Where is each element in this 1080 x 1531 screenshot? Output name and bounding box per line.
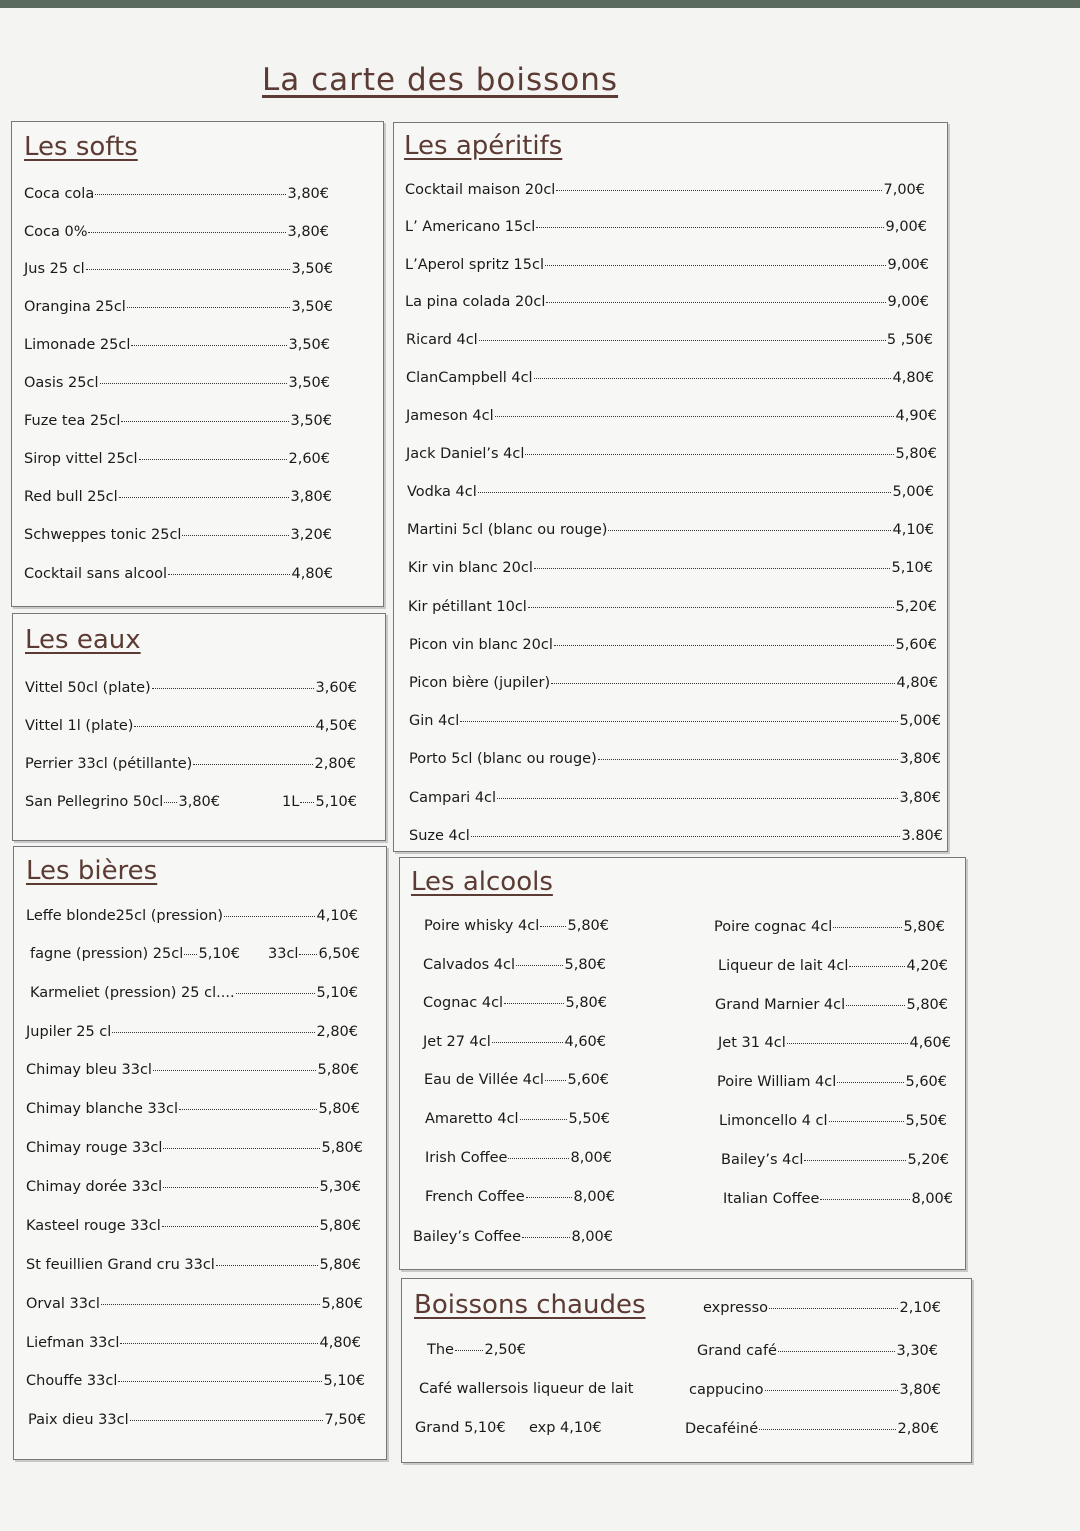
menu-item: Gin 4cl 5,00€ <box>409 713 941 729</box>
menu-item: Amaretto 4cl 5,50€ <box>425 1111 610 1127</box>
menu-item: Vittel 50cl (plate) 3,60€ <box>25 680 357 696</box>
menu-item: La pina colada 20cl 9,00€ <box>405 294 929 310</box>
menu-item: Red bull 25cl 3,80€ <box>24 489 332 505</box>
menu-item: Chimay blanche 33cl 5,80€ <box>26 1101 360 1117</box>
menu-item: Ricard 4cl 5 ,50€ <box>406 332 933 348</box>
menu-item: Chouffe 33cl 5,10€ <box>26 1373 365 1389</box>
menu-item: Kasteel rouge 33cl 5,80€ <box>26 1218 361 1234</box>
menu-item: Chimay dorée 33cl 5,30€ <box>26 1179 361 1195</box>
menu-item: Coca 0% 3,80€ <box>24 224 329 240</box>
eaux-heading: Les eaux <box>25 625 141 655</box>
menu-item: San Pellegrino 50cl 3,80€ <box>25 794 220 810</box>
menu-item: Jack Daniel’s 4cl 5,80€ <box>406 446 937 462</box>
menu-item: Kir pétillant 10cl 5,20€ <box>408 599 937 615</box>
menu-item: Vodka 4cl 5,00€ <box>407 484 934 500</box>
menu-item: Karmeliet (pression) 25 cl.... 5,10€ <box>30 985 358 1001</box>
menu-item: Schweppes tonic 25cl 3,20€ <box>24 527 332 543</box>
menu-item: cappucino 3,80€ <box>689 1382 941 1398</box>
menu-item: Paix dieu 33cl 7,50€ <box>28 1412 366 1428</box>
menu-item: St feuillien Grand cru 33cl 5,80€ <box>26 1257 361 1273</box>
softs-heading: Les softs <box>24 132 138 162</box>
menu-item: Suze 4cl 3.80€ <box>409 828 943 844</box>
menu-item: Jet 31 4cl 4,60€ <box>718 1035 951 1051</box>
menu-item: Grand Marnier 4cl 5,80€ <box>715 997 948 1013</box>
menu-item: French Coffee 8,00€ <box>425 1189 615 1205</box>
menu-item: Martini 5cl (blanc ou rouge) 4,10€ <box>407 522 934 538</box>
menu-item: Picon bière (jupiler) 4,80€ <box>409 675 938 691</box>
menu-item: fagne (pression) 25cl 5,10€ <box>30 946 240 962</box>
menu-item: Bailey’s 4cl 5,20€ <box>721 1152 949 1168</box>
menu-item: Cocktail sans alcool 4,80€ <box>24 566 333 582</box>
aperitifs-heading: Les apéritifs <box>404 131 563 161</box>
alcools-heading: Les alcools <box>411 867 553 897</box>
page-title: La carte des boissons <box>262 62 619 98</box>
menu-item: Poire whisky 4cl 5,80€ <box>424 918 609 934</box>
menu-item: Italian Coffee 8,00€ <box>723 1191 953 1207</box>
menu-item: expresso 2,10€ <box>703 1300 941 1316</box>
menu-item: 33cl 6,50€ <box>268 946 360 962</box>
menu-item: Orval 33cl 5,80€ <box>26 1296 363 1312</box>
menu-item: Liefman 33cl 4,80€ <box>26 1335 361 1351</box>
menu-item: Sirop vittel 25cl 2,60€ <box>24 451 330 467</box>
menu-item: Campari 4cl 3,80€ <box>409 790 941 806</box>
menu-item: Irish Coffee 8,00€ <box>425 1150 612 1166</box>
menu-item: Jus 25 cl 3,50€ <box>24 261 333 277</box>
menu-item: The 2,50€ <box>427 1342 526 1358</box>
chaudes-heading: Boissons chaudes <box>414 1290 646 1320</box>
menu-item: L’ Americano 15cl 9,00€ <box>405 219 927 235</box>
menu-item: Bailey’s Coffee 8,00€ <box>413 1229 613 1245</box>
menu-item: Jameson 4cl 4,90€ <box>406 408 937 424</box>
menu-item: Jupiler 25 cl 2,80€ <box>26 1024 358 1040</box>
menu-item: ClanCampbell 4cl 4,80€ <box>406 370 934 386</box>
menu-item: Grand café 3,30€ <box>697 1343 938 1359</box>
cafe-wallersois-grand: Grand 5,10€ <box>415 1420 506 1436</box>
menu-item: Limoncello 4 cl 5,50€ <box>719 1113 947 1129</box>
menu-item: Chimay bleu 33cl 5,80€ <box>26 1062 359 1078</box>
menu-item: Poire William 4cl 5,60€ <box>717 1074 947 1090</box>
menu-item: Kir vin blanc 20cl 5,10€ <box>408 560 933 576</box>
menu-item: Orangina 25cl 3,50€ <box>24 299 333 315</box>
menu-item: Cognac 4cl 5,80€ <box>423 995 607 1011</box>
menu-item: Picon vin blanc 20cl 5,60€ <box>409 637 937 653</box>
menu-item: Limonade 25cl 3,50€ <box>24 337 330 353</box>
menu-item: Cocktail maison 20cl 7,00€ <box>405 182 925 198</box>
menu-item: L’Aperol spritz 15cl 9,00€ <box>405 257 929 273</box>
cafe-wallersois-exp: exp 4,10€ <box>529 1420 602 1436</box>
menu-item: Oasis 25cl 3,50€ <box>24 375 330 391</box>
menu-item: Calvados 4cl 5,80€ <box>423 957 606 973</box>
menu-item: Coca cola 3,80€ <box>24 186 329 202</box>
menu-item: Liqueur de lait 4cl 4,20€ <box>718 958 948 974</box>
top-edge-band <box>0 0 1080 8</box>
menu-item: Leffe blonde25cl (pression) 4,10€ <box>26 908 358 924</box>
menu-item: Perrier 33cl (pétillante) 2,80€ <box>25 756 356 772</box>
menu-item: Eau de Villée 4cl 5,60€ <box>424 1072 609 1088</box>
menu-item: Vittel 1l (plate) 4,50€ <box>25 718 357 734</box>
menu-item: Chimay rouge 33cl 5,80€ <box>26 1140 363 1156</box>
cafe-wallersois-label: Café wallersois liqueur de lait <box>419 1381 634 1397</box>
menu-item: 1L 5,10€ <box>282 794 357 810</box>
menu-item: Fuze tea 25cl 3,50€ <box>24 413 332 429</box>
menu-item: Porto 5cl (blanc ou rouge) 3,80€ <box>409 751 941 767</box>
menu-item: Poire cognac 4cl 5,80€ <box>714 919 945 935</box>
menu-item: Jet 27 4cl 4,60€ <box>423 1034 606 1050</box>
bieres-heading: Les bières <box>26 856 158 886</box>
menu-item: Decaféiné 2,80€ <box>685 1421 939 1437</box>
